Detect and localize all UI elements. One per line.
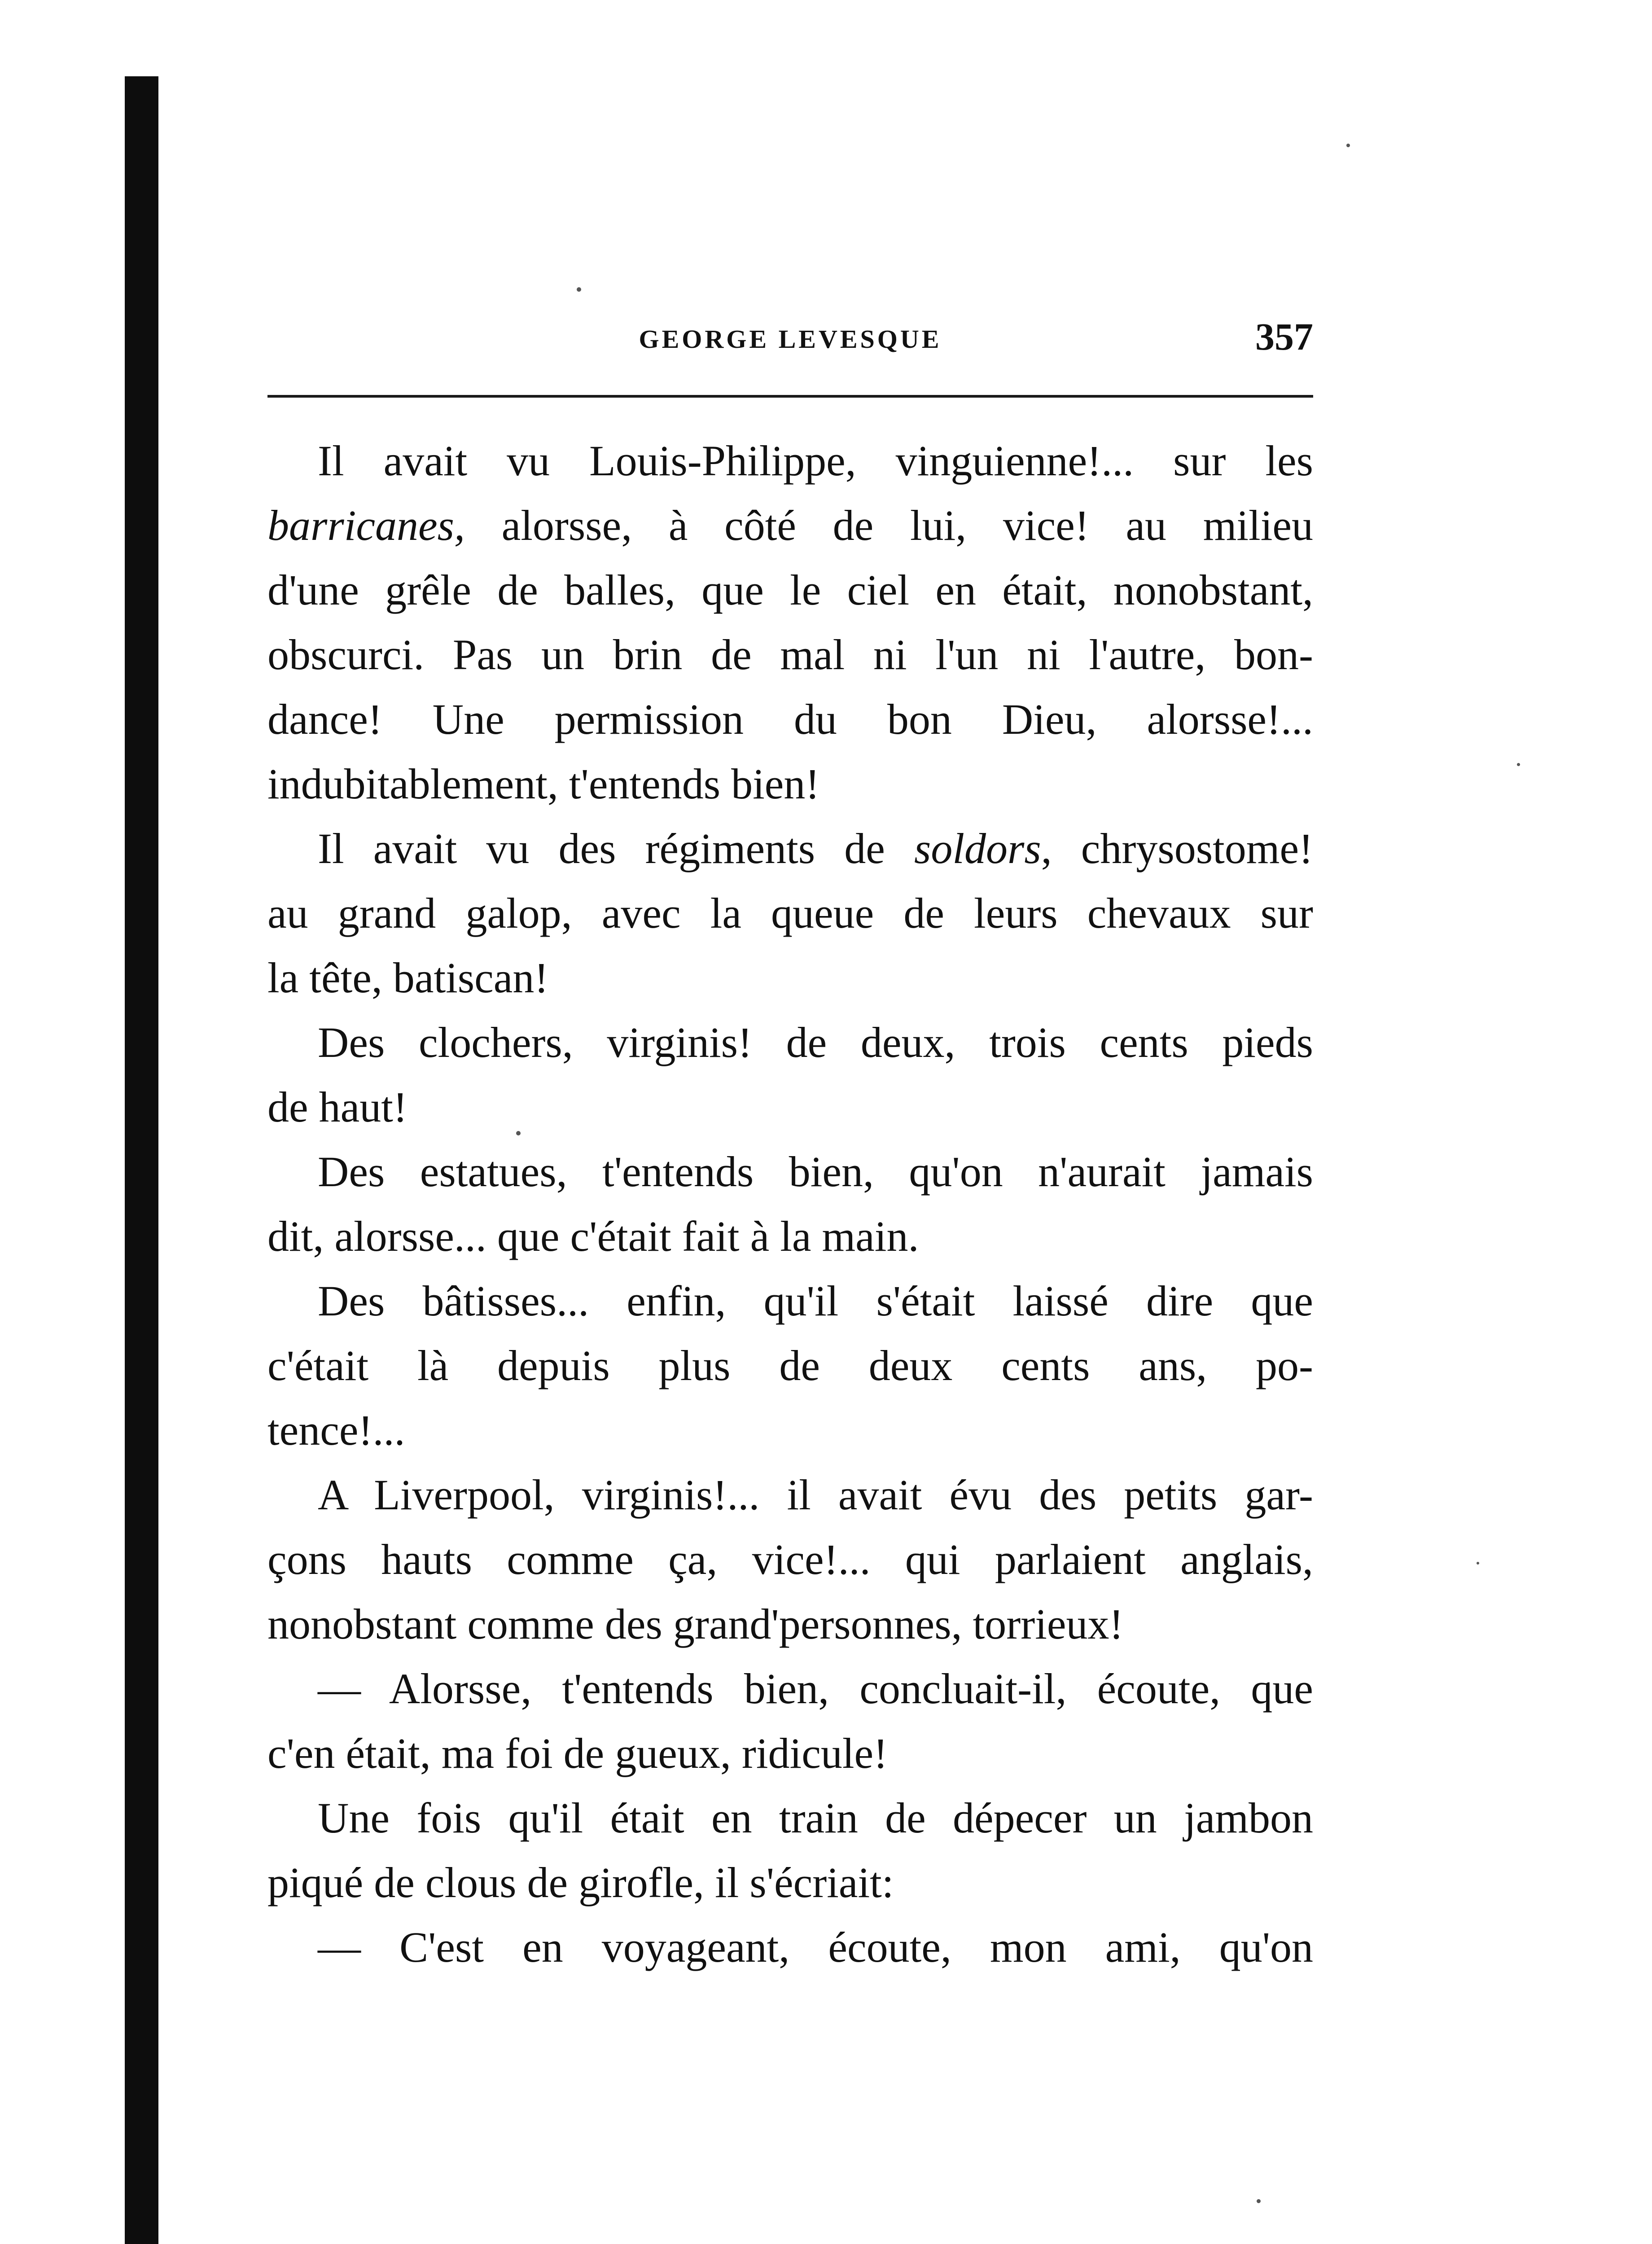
scan-speck <box>1517 763 1520 766</box>
text-line: indubitablement, t'entends bien! <box>267 760 820 808</box>
scan-speck <box>516 1131 521 1135</box>
text-line: — C'est en voyageant, écoute, mon ami, qu'on <box>318 1923 1313 1971</box>
italic-word: barricanes, <box>267 501 465 549</box>
text-line: çons hauts comme ça, vice!... qui parlaient anglais, <box>267 1535 1313 1583</box>
body-text <box>267 429 1313 1980</box>
text-line: c'était là depuis plus de deux cents ans, po- <box>267 1341 1313 1389</box>
text-line: d'une grêle de balles, que le ciel en était, nonobstant, <box>267 566 1313 614</box>
text-line: dit, alorsse... que c'était fait à la main. <box>267 1212 919 1260</box>
running-head: GEORGE LEVESQUE <box>639 324 942 354</box>
text-line: dance! Une permission du bon Dieu, alorsse!... <box>267 695 1313 743</box>
text-line: — Alorsse, t'entends bien, concluait-il, écoute, que <box>318 1665 1313 1713</box>
text-line: piqué de clous de girofle, il s'écriait: <box>267 1858 894 1907</box>
scan-speck <box>1257 2199 1261 2203</box>
text-fragment: alorsse, à côté de lui, vice! au milieu <box>501 501 1313 549</box>
scan-speck <box>1477 1562 1479 1565</box>
text-line <box>267 493 1313 558</box>
text-line: Des estatues, t'entends bien, qu'on n'aurait jamais <box>318 1148 1313 1196</box>
text-line: obscurci. Pas un brin de mal ni l'un ni l'autre, bon- <box>267 631 1313 679</box>
header-rule <box>267 395 1313 398</box>
text-line: la tête, batiscan! <box>267 954 549 1002</box>
text-line: Des clochers, virginis! de deux, trois cents pieds <box>318 1018 1313 1066</box>
binding-edge <box>125 76 158 2244</box>
scan-speck <box>577 287 581 292</box>
text-line: A Liverpool, virginis!... il avait évu des petits gar- <box>318 1471 1313 1519</box>
page-number: 357 <box>1255 315 1313 358</box>
scan-speck <box>1346 144 1350 147</box>
text-line: Des bâtisses... enfin, qu'il s'était laissé dire que <box>318 1277 1313 1325</box>
text-line <box>267 816 1313 881</box>
text-line: Il avait vu Louis-Philippe, vinguienne!... sur les <box>318 437 1313 485</box>
text-fragment: , chrysostome! <box>1041 824 1313 872</box>
page-header <box>267 314 1313 364</box>
text-line: Une fois qu'il était en train de dépecer un jambon <box>318 1794 1313 1842</box>
text-line: au grand galop, avec la queue de leurs chevaux sur <box>267 889 1313 937</box>
text-fragment: Il avait vu des régiments de <box>318 824 885 872</box>
italic-word: soldors <box>914 824 1041 872</box>
text-line: c'en était, ma foi de gueux, ridicule! <box>267 1729 888 1777</box>
text-line: tence!... <box>267 1406 405 1454</box>
text-line: de haut! <box>267 1083 408 1131</box>
text-line: nonobstant comme des grand'personnes, torrieux! <box>267 1600 1124 1648</box>
